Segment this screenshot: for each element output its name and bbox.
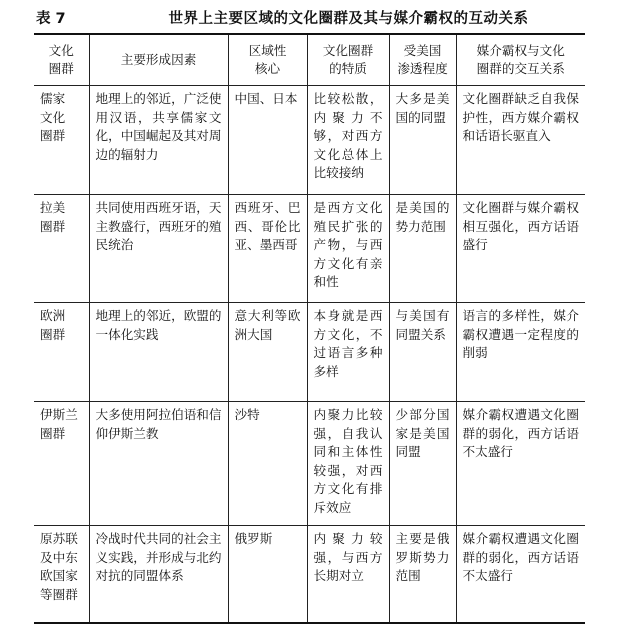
header-core: 区域性 核心 bbox=[228, 34, 307, 86]
cell-interaction: 文化圈群与媒介霸权相互强化，西方话语盛行 bbox=[456, 195, 585, 303]
cell-core: 沙特 bbox=[228, 402, 307, 526]
cell-factors: 地理上的邻近，欧盟的一体化实践 bbox=[89, 303, 228, 402]
header-penetration: 受美国 渗透程度 bbox=[389, 34, 456, 86]
table-row bbox=[34, 402, 585, 526]
cell-interaction: 媒介霸权遭遇文化圈群的弱化，西方话语不太盛行 bbox=[456, 526, 585, 623]
cell-factors: 共同使用西班牙语，天主教盛行，西班牙的殖民统治 bbox=[89, 195, 228, 303]
cell-factors: 冷战时代共同的社会主义实践，并形成与北约对抗的同盟体系 bbox=[89, 526, 228, 623]
cell-features: 内聚力比较强，自我认同和主体性较强，对西方文化有排斥效应 bbox=[307, 402, 389, 526]
cell-penetration: 少部分国家是美国同盟 bbox=[389, 402, 456, 526]
cell-core: 俄罗斯 bbox=[228, 526, 307, 623]
table-row bbox=[34, 195, 585, 303]
cell-features: 比较松散，内聚力不够，对西方文化总体上比较接纳 bbox=[307, 86, 389, 195]
cell-factors: 大多使用阿拉伯语和信仰伊斯兰教 bbox=[89, 402, 228, 526]
table-caption bbox=[36, 8, 583, 30]
cell-interaction: 文化圈群缺乏自我保护性，西方媒介霸权和话语长驱直入 bbox=[456, 86, 585, 195]
culture-circle-table bbox=[34, 33, 585, 624]
table-title: 世界上主要区域的文化圈群及其与媒介霸权的互动关系 bbox=[168, 11, 529, 27]
table-row bbox=[34, 526, 585, 623]
table-row bbox=[34, 86, 585, 195]
cell-features: 内聚力较强，与西方长期对立 bbox=[307, 526, 389, 623]
cell-region: 伊斯兰 圈群 bbox=[34, 402, 89, 526]
cell-interaction: 语言的多样性，媒介霸权遭遇一定程度的削弱 bbox=[456, 303, 585, 402]
cell-region: 儒家 文化 圈群 bbox=[34, 86, 89, 195]
header-interaction: 媒介霸权与文化 圈群的交互关系 bbox=[456, 34, 585, 86]
table-row bbox=[34, 303, 585, 402]
cell-penetration: 与美国有同盟关系 bbox=[389, 303, 456, 402]
cell-core: 中国、日本 bbox=[228, 86, 307, 195]
table-number: 表 7 bbox=[36, 11, 66, 27]
cell-region: 拉美 圈群 bbox=[34, 195, 89, 303]
cell-factors: 地理上的邻近，广泛使用汉语，共享儒家文化，中国崛起及其对周边的辐射力 bbox=[89, 86, 228, 195]
header-features: 文化圈群 的特质 bbox=[307, 34, 389, 86]
cell-region: 欧洲 圈群 bbox=[34, 303, 89, 402]
cell-interaction: 媒介霸权遭遇文化圈群的弱化，西方话语不太盛行 bbox=[456, 402, 585, 526]
cell-features: 本身就是西方文化，不过语言多种多样 bbox=[307, 303, 389, 402]
cell-penetration: 主要是俄罗斯势力范围 bbox=[389, 526, 456, 623]
cell-penetration: 是美国的势力范围 bbox=[389, 195, 456, 303]
cell-core: 意大利等欧洲大国 bbox=[228, 303, 307, 402]
cell-region: 原苏联 及中东 欧国家 等圈群 bbox=[34, 526, 89, 623]
cell-features: 是西方文化殖民扩张的产物，与西方文化有亲和性 bbox=[307, 195, 389, 303]
table-header-row bbox=[34, 34, 585, 86]
header-factors: 主要形成因素 bbox=[89, 34, 228, 86]
cell-core: 西班牙、巴西、哥伦比亚、墨西哥 bbox=[228, 195, 307, 303]
cell-penetration: 大多是美国的同盟 bbox=[389, 86, 456, 195]
header-region: 文化 圈群 bbox=[34, 34, 89, 86]
